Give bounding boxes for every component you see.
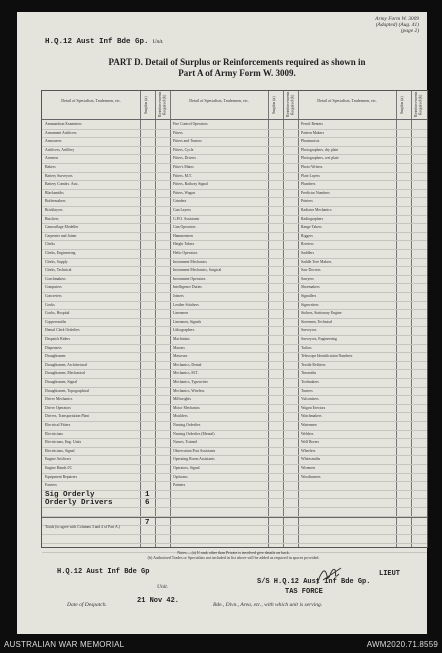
trade-label: Pattern Makers: [301, 130, 325, 135]
trade-label: Signwriters: [301, 302, 319, 307]
trade-label: Whitesmiths: [301, 457, 321, 462]
column-header-surplus: Surplus (a): [143, 96, 148, 114]
trade-label: Well Borers: [301, 440, 320, 445]
trade-label: Moulders: [173, 414, 188, 419]
extra-trade-label: Orderly Drivers: [45, 499, 113, 508]
trade-label: Wagon Erectors: [301, 405, 326, 410]
trade-label: Nursing Orderlies: [173, 423, 201, 427]
trade-label: Coachmakers: [45, 276, 66, 281]
trade-label: Opticians: [173, 474, 188, 479]
trade-label: Painters: [173, 483, 186, 488]
trade-label: Cooks, Hospital: [45, 311, 70, 316]
trade-label: Cooks: [45, 302, 55, 307]
trade-label: Fitters, Drivers: [173, 156, 196, 161]
trade-label: Electricians, Signal: [45, 448, 75, 453]
trade-label: Sawyers: [301, 276, 314, 281]
trade-label: Fitters, Cycle: [173, 147, 194, 152]
extra-trade-count: 6: [145, 499, 150, 508]
trade-label: Driver Mechanics: [45, 397, 73, 402]
trade-label: Coppersmiths: [45, 319, 67, 324]
trade-label: Fitters and Turners: [173, 139, 202, 144]
trade-label: Woodturners: [301, 474, 321, 479]
trade-label: Mechanics, Wireless: [173, 388, 205, 393]
trade-label: Computers: [45, 285, 62, 290]
trade-label: Gun Layers: [173, 208, 191, 212]
trade-label: Bricklayers: [45, 208, 63, 212]
trade-label: Gun Operators: [173, 225, 196, 230]
trade-label: Helio Operators: [173, 251, 198, 255]
trade-label: Watchmakers: [301, 414, 322, 419]
trade-label: Equipment Repairers: [45, 474, 78, 479]
trade-label: Photo-Writers: [301, 165, 323, 169]
trade-label: Armourers: [45, 139, 62, 144]
trade-label: Surveyors, Engineering: [301, 337, 337, 341]
footer-unit: H.Q.12 Aust Inf Bde Gp: [57, 568, 150, 576]
totals-value: 7: [145, 519, 150, 527]
trade-label: Tailors: [301, 345, 312, 350]
trade-label: Printers: [301, 199, 313, 204]
trade-label: Fitter's Mates: [173, 165, 194, 169]
trade-label: Instrument Mechanics, Surgical: [173, 268, 222, 273]
unit-line: H.Q.12 Aust Inf Bde Gp. Unit.: [45, 38, 164, 46]
trade-label: Range Takers: [301, 225, 322, 230]
trade-label: Masseurs: [173, 354, 188, 359]
trade-label: Observation Post Assistants: [173, 448, 216, 453]
trade-label: Linesmen: [173, 311, 188, 316]
trade-label: Fire Control Operators: [173, 122, 208, 126]
trade-label: Electricians: [45, 431, 63, 436]
trade-label: Nurses, Trained: [173, 440, 198, 445]
trade-label: Draughtsmen, Architectural: [45, 362, 88, 367]
trade-label: Joiners: [173, 294, 184, 298]
form-page: [17, 12, 427, 634]
column-header-reinforcements: Reinforcements Required (b): [413, 91, 423, 117]
trade-label: Saddlers: [301, 251, 315, 255]
trade-label: Clerks, Supply: [45, 259, 68, 264]
trade-label: Engine Hands I/C: [45, 466, 73, 470]
trade-label: Watermen: [301, 423, 317, 427]
column-header-detail: Detail of Specialists, Tradesmen, etc.: [317, 98, 377, 103]
trade-label: Instrument Mechanics: [173, 259, 207, 264]
trade-label: Mechanics, Typewriter: [173, 380, 208, 384]
trade-label: Vulcanisers: [301, 397, 319, 402]
trade-label: Machinists: [173, 337, 190, 341]
trade-label: Saddle Tree Makers: [301, 259, 332, 264]
trade-label: Camouflage Modeller: [45, 225, 79, 230]
trade-label: Riggers: [301, 233, 313, 238]
trade-label: Despatch Riders: [45, 337, 70, 341]
trade-label: Riveters: [301, 242, 314, 247]
footer-unit-label: Unit.: [157, 584, 169, 590]
handwritten-signature: [315, 562, 343, 588]
column-header-surplus: Surplus (a): [399, 96, 404, 114]
notes: Notes.—(a) If rank other than Private is involved give details on back. (b) Authorised Trades or Specialists not included in list above will be added as required in spaces provided.: [147, 550, 320, 560]
date-of-despatch: 21 Nov 42.: [137, 597, 180, 605]
trade-label: Draughtsmen: [45, 354, 66, 359]
trade-label: Textile Refitters: [301, 362, 326, 367]
bde-label: Bde., Divn., Area, etc., with which unit is serving.: [213, 602, 323, 608]
trade-label: Dispensers: [45, 345, 62, 350]
trade-label: Nursing Orderlies (Mental): [173, 431, 215, 436]
trade-label: Masons: [173, 345, 185, 350]
trade-label: Hammermen: [173, 233, 193, 238]
trade-label: Farriers: [45, 483, 57, 488]
trade-label: G.P.O. Assistants: [173, 216, 200, 221]
trade-label: Mechanics, M.T.: [173, 371, 199, 376]
trade-label: Clerks: [45, 242, 55, 247]
trade-label: Welders: [301, 431, 314, 436]
trade-label: Pencil Renters: [301, 122, 324, 126]
trade-label: Intelligence Duties: [173, 285, 202, 290]
trade-label: Axemen: [45, 156, 58, 161]
trade-label: Operators, Signal: [173, 466, 200, 470]
trade-label: Draughtsmen, Mechanical: [45, 371, 86, 376]
trade-label: Linesmen, Signals: [173, 319, 202, 324]
trade-label: Pharmacists: [301, 139, 320, 144]
date-of-despatch-label: Date of Despatch.: [67, 602, 107, 608]
trade-label: Electrical Fitters: [45, 423, 71, 427]
trades-table: [41, 90, 428, 548]
trade-label: Leather Stitchers: [173, 302, 199, 307]
part-d-title: PART D. Detail of Surplus or Reinforcements required as shown in Part A of Army Form W. 3009.: [108, 57, 366, 78]
column-header-detail: Detail of Specialists, Tradesmen, etc.: [61, 98, 121, 103]
trade-label: Battery Surveyors: [45, 173, 73, 178]
trade-label: Photographers, wet plate: [301, 156, 339, 161]
column-header-reinforcements: Reinforcements Required (b): [157, 91, 167, 117]
trade-label: Butchers: [45, 216, 59, 221]
trade-label: Blacksmiths: [45, 190, 64, 195]
trade-label: Clerks, Technical: [45, 268, 72, 273]
extra-trade-count: 1: [145, 490, 150, 499]
trade-label: Turners: [301, 388, 313, 393]
totals-rule: [42, 517, 427, 518]
trade-label: Stokers, Stationary Engine: [301, 311, 342, 316]
trade-label: Plumbers: [301, 182, 316, 187]
trade-label: Battery Comdrs. Asst.: [45, 182, 79, 187]
column-header-detail: Detail of Specialists, Tradesmen, etc.: [189, 98, 249, 103]
trade-label: Tinsmiths: [301, 371, 317, 376]
trade-label: Radiographers: [301, 216, 324, 221]
trade-label: Draughtsmen, Topographical: [45, 388, 90, 393]
trade-label: Artificers, Artillery: [45, 147, 75, 152]
trade-label: Mechanics, Dental: [173, 362, 202, 367]
extra-trade-label: Sig Orderly: [45, 490, 95, 499]
trade-label: Carpenter and Joiner: [45, 233, 77, 238]
trade-label: Engine Artificers: [45, 457, 72, 462]
trade-label: Boilermakers: [45, 199, 66, 204]
trade-label: Shoemakers: [301, 285, 320, 290]
trade-label: Radiator Mechanics: [301, 208, 332, 212]
trade-label: Drivers, Transportation Plant: [45, 414, 90, 419]
trade-label: Bakers: [45, 165, 56, 169]
footer-signature-block: S/S H.Q.12 Aust Inf Bde Gp.: [257, 578, 371, 586]
footer-force: TAS FORCE: [285, 588, 323, 596]
trade-label: Instrument Operators: [173, 276, 206, 281]
trade-label: Telescope Identification Numbers: [301, 354, 353, 359]
form-number: Army Form W. 3009 (Adapted) (Aug. 41) (page 2): [375, 16, 419, 35]
trade-label: Photographers, dry plate: [301, 147, 339, 152]
trade-label: Draughtsmen, Signal: [45, 380, 78, 384]
trade-label: Fitters, Railway Signal: [173, 182, 208, 187]
trade-label: Height Takers: [173, 242, 195, 247]
trade-label: Driver Operators: [45, 405, 71, 410]
trade-label: Signallers: [301, 294, 317, 298]
trade-label: Predictor Numbers: [301, 190, 330, 195]
trade-label: Operating Room Assistants: [173, 457, 215, 462]
footer-rank: LIEUT: [379, 570, 401, 578]
totals-label: Totals (to agree with Columns 3 and 4 of Part A.): [45, 525, 120, 529]
trade-label: Plate Layers: [301, 173, 320, 178]
trade-label: Armament Artificers: [45, 130, 77, 135]
trade-label: Fitters, M.T.: [173, 173, 192, 178]
trade-label: Electricians, Eng. Units: [45, 440, 82, 445]
trade-label: Concreters: [45, 294, 62, 298]
trade-label: Ammunition Examiners: [45, 122, 82, 126]
trade-label: Millwrights: [173, 397, 191, 402]
trade-label: Toolmakers: [301, 380, 319, 384]
caption-left: AUSTRALIAN WAR MEMORIAL: [4, 640, 125, 649]
column-header-reinforcements: Reinforcements Required (b): [285, 91, 295, 117]
trade-label: Motor Mechanics: [173, 405, 200, 410]
trade-label: Surveyors: [301, 328, 317, 333]
caption-right: AWM2020.71.8559: [366, 640, 438, 649]
trade-label: Wheelers: [301, 448, 316, 453]
column-header-surplus: Surplus (a): [271, 96, 276, 114]
trade-label: Fitters, Wagon: [173, 190, 196, 195]
trade-label: Grinders: [173, 199, 187, 204]
trade-label: Lithographers: [173, 328, 195, 333]
trade-label: Storemen, Technical: [301, 319, 333, 324]
trade-label: Clerks, Engineering: [45, 251, 76, 255]
trade-label: Wiremen: [301, 466, 315, 470]
trade-label: Fitters: [173, 130, 183, 135]
trade-label: Saw Doctors: [301, 268, 321, 273]
trade-label: Dental Clerk Orderlies: [45, 328, 80, 333]
